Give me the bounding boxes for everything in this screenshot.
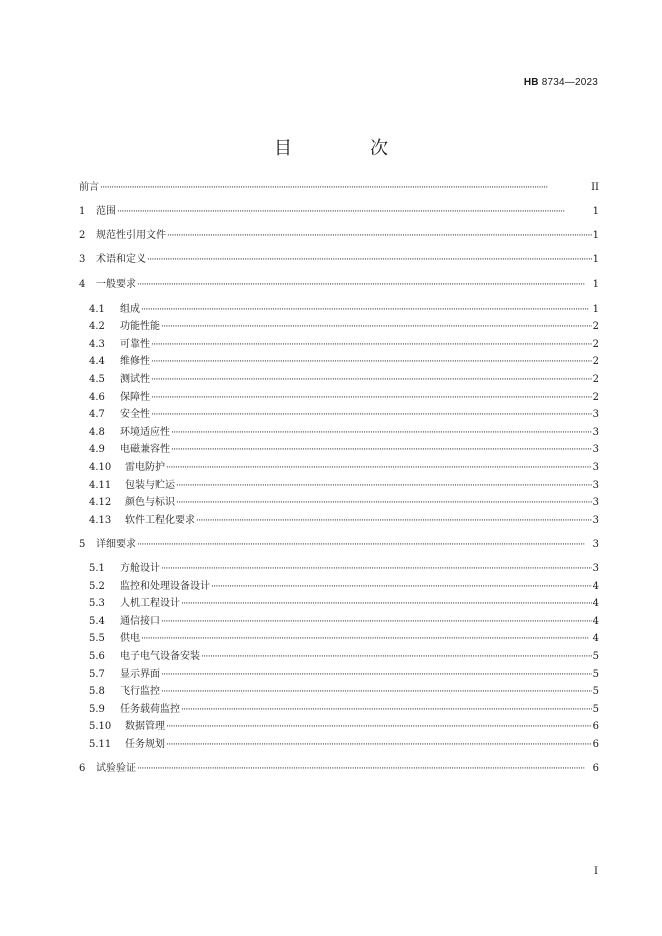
toc-entry-page: 6 [592, 763, 599, 774]
footer-page-number: I [594, 866, 598, 877]
toc-entry-label: 电子电气设备安装 [120, 651, 200, 662]
toc-entry-number: 4.10 [89, 462, 112, 473]
toc-entry[interactable] [79, 684, 599, 700]
toc-entry-label: 规范性引用文件 [96, 230, 166, 241]
toc-leader-dots [166, 460, 592, 476]
toc-entry-label: 范围 [96, 206, 116, 217]
toc-entry[interactable] [79, 204, 599, 220]
toc-entry-label: 通信接口 [120, 616, 160, 627]
toc-leader-dots [141, 302, 592, 318]
toc-entry-label: 安全性 [120, 409, 150, 420]
toc-entry[interactable] [79, 667, 599, 683]
toc-entry-page: 5 [592, 704, 599, 715]
toc-entry-page: 5 [592, 669, 599, 680]
toc-entry-label: 前言 [79, 182, 99, 193]
toc-entry[interactable] [79, 407, 599, 423]
toc-entry-number: 1 [79, 206, 86, 217]
toc-entry-number: 4.5 [89, 374, 105, 385]
toc-entry-page: 1 [592, 254, 599, 265]
toc-entry-label: 术语和定义 [96, 254, 146, 265]
toc-entry-label: 包装与贮运 [125, 480, 175, 491]
toc-leader-dots [137, 761, 592, 777]
toc-entry-number: 4.4 [89, 356, 105, 367]
toc-entry[interactable] [79, 761, 599, 777]
toc-entry-label: 任务载荷监控 [120, 704, 180, 715]
standard-number: 8734—2023 [541, 77, 598, 88]
toc-entry-page: 4 [592, 633, 599, 644]
toc-entry[interactable] [79, 513, 599, 529]
toc-entry-number: 5.6 [89, 651, 105, 662]
toc-entry[interactable] [79, 390, 599, 406]
toc-leader-dots [161, 319, 592, 335]
toc-entry[interactable] [79, 478, 599, 494]
toc-leader-dots [181, 702, 592, 718]
toc-entry[interactable] [79, 337, 599, 353]
toc-entry[interactable] [79, 228, 599, 244]
toc-entry[interactable] [79, 614, 599, 630]
toc-entry-label: 飞行监控 [120, 686, 160, 697]
toc-entry[interactable] [79, 495, 599, 511]
toc-entry-page: 5 [592, 686, 599, 697]
toc-entry-page: 2 [592, 339, 599, 350]
toc-entry-page: 3 [592, 539, 599, 550]
toc-entry-number: 5.1 [89, 563, 105, 574]
toc-leader-dots [167, 228, 592, 244]
toc-entry-label: 人机工程设计 [120, 598, 180, 609]
toc-entry-label: 显示界面 [120, 669, 160, 680]
toc-entry-page: 3 [592, 515, 599, 526]
toc-entry[interactable] [79, 596, 599, 612]
toc-entry[interactable] [79, 252, 599, 268]
toc-entry[interactable] [79, 354, 599, 370]
toc-entry[interactable] [79, 319, 599, 335]
toc-leader-dots [171, 442, 592, 458]
toc-entry-page: 2 [592, 321, 599, 332]
toc-entry-label: 试验验证 [96, 763, 136, 774]
toc-entry[interactable] [79, 425, 599, 441]
toc-entry-label: 维修性 [120, 356, 150, 367]
toc-leader-dots [151, 372, 592, 388]
toc-entry-page: 3 [592, 444, 599, 455]
toc-entry[interactable] [79, 719, 599, 735]
toc-entry-label: 可靠性 [120, 339, 150, 350]
toc-entry-number: 5.10 [89, 721, 112, 732]
toc-entry-number: 5.5 [89, 633, 105, 644]
toc-entry-number: 4.6 [89, 392, 105, 403]
toc-leader-dots [196, 513, 592, 529]
toc-entry-number: 5.8 [89, 686, 105, 697]
standard-code [524, 77, 598, 88]
toc-entry-page: II [591, 182, 599, 193]
toc-entry-label: 保障性 [120, 392, 150, 403]
toc-entry-label: 监控和处理设备设计 [120, 581, 210, 592]
toc-entry-page: 6 [592, 721, 599, 732]
toc-entry-number: 4.1 [89, 304, 105, 315]
toc-entry-number: 4.3 [89, 339, 105, 350]
toc-entry-label: 电磁兼容性 [120, 444, 170, 455]
standard-prefix: HB [523, 77, 539, 88]
toc-entry-label: 雷电防护 [125, 462, 165, 473]
toc-entry-page: 1 [592, 230, 599, 241]
toc-entry[interactable] [79, 561, 599, 577]
toc-entry-number: 4.7 [89, 409, 105, 420]
toc-entry-number: 5.7 [89, 669, 105, 680]
toc-leader-dots [181, 596, 592, 612]
toc-entry-page: 2 [592, 356, 599, 367]
toc-entry-page: 5 [592, 651, 599, 662]
toc-leader-dots [137, 277, 592, 293]
toc-entry-number: 4.13 [89, 515, 112, 526]
toc-leader-dots [117, 204, 592, 220]
toc-leader-dots [161, 614, 592, 630]
toc-leader-dots [211, 579, 592, 595]
toc-entry[interactable] [79, 180, 599, 196]
toc-entry[interactable] [79, 460, 599, 476]
toc-entry-page: 4 [592, 598, 599, 609]
toc-entry-number: 5.9 [89, 704, 105, 715]
toc-entry[interactable] [79, 631, 599, 647]
toc-entry-page: 2 [592, 392, 599, 403]
toc-leader-dots [166, 719, 592, 735]
toc-entry-label: 方舱设计 [120, 563, 160, 574]
toc-entry[interactable] [79, 579, 599, 595]
toc-entry-label: 供电 [120, 633, 140, 644]
toc-entry-page: 3 [592, 480, 599, 491]
toc-leader-dots [171, 425, 592, 441]
toc-entry-number: 4.12 [89, 497, 112, 508]
toc-entry-page: 3 [592, 462, 599, 473]
toc-entry-number: 5.11 [89, 739, 112, 750]
toc-leader-dots [147, 252, 592, 268]
toc-entry-page: 4 [592, 616, 599, 627]
toc-leader-dots [161, 667, 592, 683]
toc-entry[interactable] [79, 702, 599, 718]
toc-entry-page: 3 [592, 409, 599, 420]
toc-leader-dots [100, 180, 590, 196]
toc-entry-number: 4.11 [89, 480, 112, 491]
toc-entry[interactable] [79, 442, 599, 458]
toc-entry-page: 4 [592, 581, 599, 592]
toc-entry-number: 2 [79, 230, 86, 241]
toc-entry-label: 详细要求 [96, 539, 136, 550]
toc-entry-label: 功能性能 [120, 321, 160, 332]
toc-entry-label: 测试性 [120, 374, 150, 385]
toc-leader-dots [137, 537, 592, 553]
toc-entry-number: 3 [79, 254, 86, 265]
toc-entry-label: 软件工程化要求 [125, 515, 195, 526]
toc-entry-label: 一般要求 [96, 279, 136, 290]
toc-leader-dots [176, 495, 592, 511]
toc-entry[interactable] [79, 277, 599, 293]
toc-entry-number: 4.8 [89, 427, 105, 438]
toc-entry-page: 6 [592, 739, 599, 750]
toc-entry-page: 3 [592, 427, 599, 438]
toc-entry-label: 任务规划 [125, 739, 165, 750]
toc-leader-dots [161, 684, 592, 700]
toc-entry-number: 5.2 [89, 581, 105, 592]
toc-leader-dots [151, 354, 592, 370]
toc-leader-dots [161, 561, 592, 577]
toc-entry[interactable] [79, 302, 599, 318]
toc-leader-dots [151, 337, 592, 353]
toc-entry-number: 5 [79, 539, 86, 550]
toc-entry-number: 5.4 [89, 616, 105, 627]
toc-leader-dots [201, 649, 592, 665]
toc-leader-dots [151, 407, 592, 423]
toc-entry-label: 颜色与标识 [125, 497, 175, 508]
toc-entry[interactable] [79, 649, 599, 665]
toc-leader-dots [176, 478, 592, 494]
toc-entry-label: 数据管理 [125, 721, 165, 732]
toc-entry[interactable] [79, 537, 599, 553]
toc-entry-label: 环境适应性 [120, 427, 170, 438]
toc-leader-dots [141, 631, 592, 647]
toc-entry-number: 5.3 [89, 598, 105, 609]
toc-entry-page: 2 [592, 374, 599, 385]
toc-entry[interactable] [79, 737, 599, 753]
page-title: 目 次 [274, 138, 418, 159]
toc-entry-page: 3 [592, 563, 599, 574]
toc-entry-label: 组成 [120, 304, 140, 315]
toc-entry-number: 4.9 [89, 444, 105, 455]
toc-entry-number: 6 [79, 763, 86, 774]
toc-entry-page: 3 [592, 497, 599, 508]
toc-entry-page: 1 [592, 279, 599, 290]
toc-entry[interactable] [79, 372, 599, 388]
toc-entry-number: 4.2 [89, 321, 105, 332]
toc-entry-page: 1 [592, 206, 599, 217]
toc-entry-number: 4 [79, 279, 86, 290]
toc-leader-dots [166, 737, 592, 753]
toc-entry-page: 1 [592, 304, 599, 315]
toc-leader-dots [151, 390, 592, 406]
